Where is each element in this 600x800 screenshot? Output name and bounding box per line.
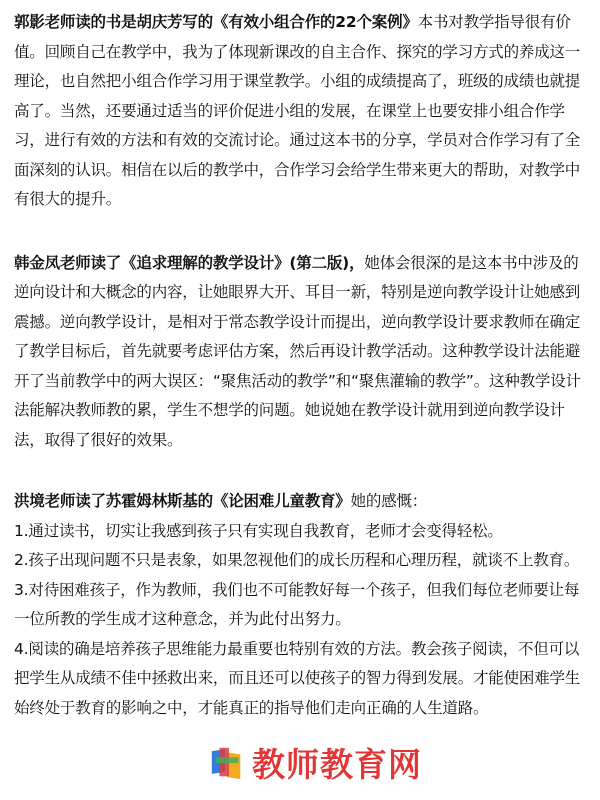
list-item: 2.孩子出现问题不只是表象，如果忽视他们的成长历程和心理历程，就谈不上教育。: [14, 551, 580, 569]
list-item: 4.阅读的确是培养孩子思维能力最重要也特别有效的方法。教会孩子阅读，不但可以把学生从成绩不佳中拯救出来，而且还可以使孩子的智力得到发展。才能使困难学生始终处于教育的影响之中，才能真正的指导他们走向正确的人生道路。: [14, 639, 581, 717]
section-heading: 韩金凤老师读了《追求理解的教学设计》(第二版)，: [14, 253, 365, 272]
watermark-text: 教师教育网: [252, 745, 422, 784]
watermark: [208, 739, 422, 786]
section-hong-jing: [14, 487, 590, 723]
spacer: [14, 455, 590, 487]
heading-tail: 本书对教学指导很有价值。: [14, 13, 571, 61]
list-item: 1.通过读书，切实让我感到孩子只有实现自我教育，老师才会变得轻松。: [14, 521, 503, 540]
spacer: [14, 215, 590, 249]
logo-icon: [208, 744, 246, 782]
paragraph: [14, 249, 590, 456]
paragraph-body: 回顾自己在教学中，我为了体现新课改的自主合作、探究的学习方式的养成这一理论，也自然把小组合作学习用于课堂教学。小组的成绩提高了，班级的成绩也就提高了。当然，还要通过适当的评价促进小组的发展，在课堂上也要安排小组合作学习，进行有效的方法和有效的交流讨论。通过这本书的分享，学员对合作学习有了全面深刻的认识。相信在以后的教学中，合作学习会给学生带来更大的帮助，对教学中有很大的提升。: [14, 42, 581, 208]
section-han-jinfeng: [14, 249, 590, 456]
list-item: 3.对待困难孩子，作为教师，我们也不可能教好每一个孩子，但我们每位老师要让每一位所教的学生成才这种意念，并为此付出努力。: [14, 580, 580, 628]
section-heading: 洪境老师读了苏霍姆林斯基的《论困难儿童教育》: [14, 492, 351, 510]
paragraph: [14, 8, 590, 215]
paragraph-body: 她体会很深的是这本书中涉及的逆向设计和大概念的内容，让她眼界大开、耳目一新，特别是逆向教学设计让她感到震撼。逆向教学设计，是相对于常态教学设计而提出，逆向教学设计要求教师在确定了教学目标后，首先就要考虑评估方案，然后再设计教学活动。这种教学设计法能避开了当前教学中的两大误区：“聚焦活动的教学”和“聚焦灌输的教学”。这种教学设计法能解决教师教的累，学生不想学的问题。她说她在教学设计就用到逆向教学设计法，取得了很好的效果。: [14, 253, 581, 449]
section-heading: 郭影老师读的书是胡庆芳写的《有效小组合作的22个案例》: [14, 13, 418, 31]
section-guo-ying: [14, 8, 590, 215]
paragraph-heading: [14, 487, 590, 517]
heading-tail: 她的感慨：: [350, 492, 428, 510]
